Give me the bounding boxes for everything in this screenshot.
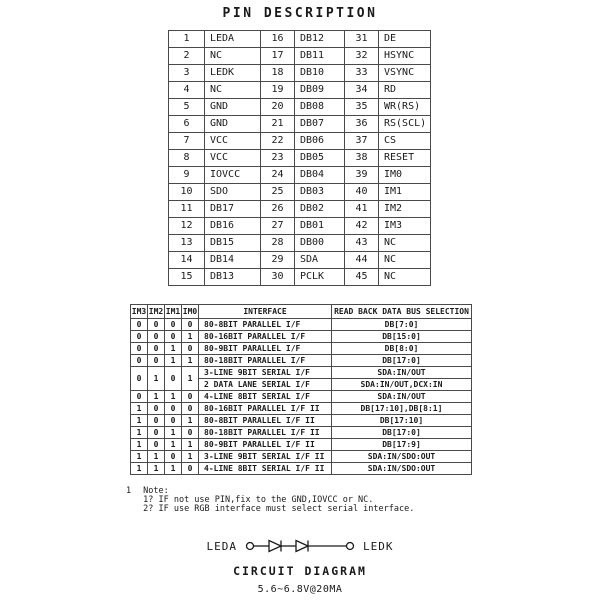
interface-table-row xyxy=(131,355,472,367)
pin-name-cell: DB09 xyxy=(295,82,345,99)
pin-name-cell: NC xyxy=(205,82,261,99)
circuit-diagram-caption: CIRCUIT DIAGRAM xyxy=(233,564,367,578)
im-bit-cell: 1 xyxy=(165,463,182,475)
pin-number-cell: 30 xyxy=(261,269,295,286)
im-bit-cell: 0 xyxy=(148,331,165,343)
interface-table-row xyxy=(131,391,472,403)
pin-name-cell: DB15 xyxy=(205,235,261,252)
interface-name-cell: 80-9BIT PARALLEL I/F xyxy=(199,343,332,355)
pin-table-row xyxy=(169,167,431,184)
readback-bus-cell: DB[17:10],DB[8:1] xyxy=(332,403,472,415)
pin-number-cell: 32 xyxy=(345,48,379,65)
readback-bus-cell: SDA:IN/OUT xyxy=(332,391,472,403)
readback-bus-cell: SDA:IN/OUT xyxy=(332,367,472,379)
pin-name-cell: DB07 xyxy=(295,116,345,133)
readback-bus-cell: DB[8:0] xyxy=(332,343,472,355)
note-block xyxy=(126,487,414,514)
pin-table-row xyxy=(169,99,431,116)
im-bit-cell: 0 xyxy=(148,343,165,355)
readback-bus-cell: DB[17:0] xyxy=(332,427,472,439)
im-bit-cell: 0 xyxy=(165,415,182,427)
pin-number-cell: 44 xyxy=(345,252,379,269)
pin-table-row xyxy=(169,218,431,235)
im-bit-cell: 1 xyxy=(165,439,182,451)
pin-name-cell: LEDK xyxy=(205,65,261,82)
im-bit-cell: 0 xyxy=(165,451,182,463)
interface-name-cell: 2 DATA LANE SERIAL I/F xyxy=(199,379,332,391)
interface-name-cell: 80-8BIT PARALLEL I/F II xyxy=(199,415,332,427)
im-bit-cell: 1 xyxy=(131,403,148,415)
im-bit-cell: 1 xyxy=(148,367,165,391)
pin-number-cell: 5 xyxy=(169,99,205,116)
im-bit-cell: 0 xyxy=(182,403,199,415)
pin-number-cell: 33 xyxy=(345,65,379,82)
pin-name-cell: WR(RS) xyxy=(379,99,431,116)
im-bit-cell: 0 xyxy=(131,391,148,403)
pin-name-cell: RESET xyxy=(379,150,431,167)
interface-name-cell: 80-16BIT PARALLEL I/F xyxy=(199,331,332,343)
interface-table-header-cell: READ BACK DATA BUS SELECTION xyxy=(332,305,472,319)
pin-number-cell: 1 xyxy=(169,31,205,48)
pin-number-cell: 43 xyxy=(345,235,379,252)
interface-table-row xyxy=(131,319,472,331)
im-bit-cell: 1 xyxy=(182,451,199,463)
interface-table-header-cell: IM1 xyxy=(165,305,182,319)
pin-number-cell: 26 xyxy=(261,201,295,218)
im-bit-cell: 1 xyxy=(148,463,165,475)
pin-table-row xyxy=(169,82,431,99)
pin-number-cell: 2 xyxy=(169,48,205,65)
interface-name-cell: 80-8BIT PARALLEL I/F xyxy=(199,319,332,331)
pin-name-cell: NC xyxy=(379,235,431,252)
pin-number-cell: 28 xyxy=(261,235,295,252)
note-heading: Note: xyxy=(143,486,169,496)
im-bit-cell: 0 xyxy=(148,319,165,331)
pin-number-cell: 38 xyxy=(345,150,379,167)
interface-name-cell: 4-LINE 8BIT SERIAL I/F II xyxy=(199,463,332,475)
pin-name-cell: VSYNC xyxy=(379,65,431,82)
pin-table-row xyxy=(169,269,431,286)
interface-table-row xyxy=(131,403,472,415)
pin-number-cell: 34 xyxy=(345,82,379,99)
pin-number-cell: 11 xyxy=(169,201,205,218)
pin-name-cell: PCLK xyxy=(295,269,345,286)
pin-number-cell: 25 xyxy=(261,184,295,201)
pin-table-row xyxy=(169,184,431,201)
im-bit-cell: 0 xyxy=(148,427,165,439)
im-bit-cell: 1 xyxy=(165,355,182,367)
pin-name-cell: DB11 xyxy=(295,48,345,65)
im-bit-cell: 0 xyxy=(148,403,165,415)
pin-number-cell: 10 xyxy=(169,184,205,201)
cathode-terminal-icon xyxy=(347,543,354,550)
im-bit-cell: 0 xyxy=(148,355,165,367)
im-bit-cell: 0 xyxy=(165,331,182,343)
diode-icon xyxy=(296,541,308,552)
im-bit-cell: 0 xyxy=(131,343,148,355)
pin-name-cell: GND xyxy=(205,99,261,116)
im-bit-cell: 1 xyxy=(165,427,182,439)
note-marker: 1 xyxy=(126,486,132,496)
pin-table-row xyxy=(169,252,431,269)
pin-name-cell: GND xyxy=(205,116,261,133)
im-bit-cell: 0 xyxy=(131,367,148,391)
im-bit-cell: 0 xyxy=(182,391,199,403)
readback-bus-cell: DB[7:0] xyxy=(332,319,472,331)
pin-name-cell: DB08 xyxy=(295,99,345,116)
readback-bus-cell: DB[15:0] xyxy=(332,331,472,343)
pin-description-table xyxy=(168,30,431,286)
interface-name-cell: 3-LINE 9BIT SERIAL I/F xyxy=(199,367,332,379)
readback-bus-cell: DB[17:9] xyxy=(332,439,472,451)
im-bit-cell: 0 xyxy=(182,343,199,355)
led-series-diodes-diagram xyxy=(244,537,356,555)
interface-table-row xyxy=(131,367,472,379)
leda-label: LEDA xyxy=(206,539,237,553)
pin-name-cell: SDO xyxy=(205,184,261,201)
interface-name-cell: 80-18BIT PARALLEL I/F xyxy=(199,355,332,367)
led-voltage-current-rating: 5.6~6.8V@20MA xyxy=(257,584,343,595)
pin-number-cell: 15 xyxy=(169,269,205,286)
pin-name-cell: DB04 xyxy=(295,167,345,184)
im-bit-cell: 1 xyxy=(148,391,165,403)
pin-table-row xyxy=(169,150,431,167)
pin-table-row xyxy=(169,235,431,252)
pin-name-cell: DB00 xyxy=(295,235,345,252)
im-bit-cell: 1 xyxy=(131,415,148,427)
interface-table-body xyxy=(131,319,472,475)
pin-number-cell: 37 xyxy=(345,133,379,150)
interface-name-cell: 80-18BIT PARALLEL I/F II xyxy=(199,427,332,439)
pin-number-cell: 39 xyxy=(345,167,379,184)
pin-number-cell: 19 xyxy=(261,82,295,99)
pin-number-cell: 35 xyxy=(345,99,379,116)
interface-table-header-cell: INTERFACE xyxy=(199,305,332,319)
im-bit-cell: 1 xyxy=(182,355,199,367)
im-bit-cell: 1 xyxy=(165,391,182,403)
pin-number-cell: 40 xyxy=(345,184,379,201)
pin-name-cell: SDA xyxy=(295,252,345,269)
pin-number-cell: 41 xyxy=(345,201,379,218)
pin-number-cell: 18 xyxy=(261,65,295,82)
interface-name-cell: 4-LINE 8BIT SERIAL I/F xyxy=(199,391,332,403)
pin-number-cell: 23 xyxy=(261,150,295,167)
note-line: 2? IF use RGB interface must select serial interface. xyxy=(143,504,415,514)
pin-name-cell: DB03 xyxy=(295,184,345,201)
ledk-label: LEDK xyxy=(363,539,394,553)
pin-name-cell: DB01 xyxy=(295,218,345,235)
pin-number-cell: 7 xyxy=(169,133,205,150)
pin-number-cell: 22 xyxy=(261,133,295,150)
pin-number-cell: 3 xyxy=(169,65,205,82)
interface-table-header-cell: IM3 xyxy=(131,305,148,319)
pin-number-cell: 12 xyxy=(169,218,205,235)
interface-table-header-cell: IM0 xyxy=(182,305,199,319)
pin-table-row xyxy=(169,201,431,218)
interface-table-row xyxy=(131,343,472,355)
interface-table-row xyxy=(131,463,472,475)
pin-number-cell: 16 xyxy=(261,31,295,48)
im-bit-cell: 0 xyxy=(165,367,182,391)
pin-table-row xyxy=(169,133,431,150)
interface-name-cell: 80-16BIT PARALLEL I/F II xyxy=(199,403,332,415)
im-bit-cell: 0 xyxy=(182,319,199,331)
pin-number-cell: 20 xyxy=(261,99,295,116)
im-bit-cell: 1 xyxy=(148,451,165,463)
pin-name-cell: RS(SCL) xyxy=(379,116,431,133)
pin-name-cell: DB14 xyxy=(205,252,261,269)
interface-table-header-cell: IM2 xyxy=(148,305,165,319)
pin-name-cell: IM1 xyxy=(379,184,431,201)
im-bit-cell: 0 xyxy=(182,427,199,439)
im-bit-cell: 0 xyxy=(165,403,182,415)
pin-name-cell: NC xyxy=(205,48,261,65)
pin-number-cell: 21 xyxy=(261,116,295,133)
readback-bus-cell: SDA:IN/OUT,DCX:IN xyxy=(332,379,472,391)
pin-name-cell: CS xyxy=(379,133,431,150)
pin-name-cell: HSYNC xyxy=(379,48,431,65)
interface-name-cell: 3-LINE 9BIT SERIAL I/F II xyxy=(199,451,332,463)
im-bit-cell: 0 xyxy=(182,463,199,475)
im-bit-cell: 1 xyxy=(182,367,199,391)
readback-bus-cell: DB[17:10] xyxy=(332,415,472,427)
interface-table-row xyxy=(131,415,472,427)
interface-table-row xyxy=(131,439,472,451)
im-bit-cell: 1 xyxy=(182,331,199,343)
pin-name-cell: RD xyxy=(379,82,431,99)
pin-name-cell: DB16 xyxy=(205,218,261,235)
pin-number-cell: 6 xyxy=(169,116,205,133)
im-bit-cell: 0 xyxy=(131,319,148,331)
pin-name-cell: DB13 xyxy=(205,269,261,286)
pin-table-row xyxy=(169,65,431,82)
im-bit-cell: 1 xyxy=(165,343,182,355)
readback-bus-cell: SDA:IN/SDO:OUT xyxy=(332,451,472,463)
note-line: 1? IF not use PIN,fix to the GND,IOVCC or NC. xyxy=(143,495,374,505)
readback-bus-cell: DB[17:0] xyxy=(332,355,472,367)
pin-number-cell: 24 xyxy=(261,167,295,184)
pin-table-body xyxy=(169,31,431,286)
pin-number-cell: 4 xyxy=(169,82,205,99)
pin-table-row xyxy=(169,48,431,65)
pin-name-cell: IOVCC xyxy=(205,167,261,184)
pin-number-cell: 14 xyxy=(169,252,205,269)
pin-number-cell: 31 xyxy=(345,31,379,48)
pin-name-cell: DB06 xyxy=(295,133,345,150)
pin-name-cell: NC xyxy=(379,252,431,269)
pin-name-cell: DB02 xyxy=(295,201,345,218)
im-bit-cell: 1 xyxy=(131,439,148,451)
interface-table-row xyxy=(131,331,472,343)
pin-name-cell: DB10 xyxy=(295,65,345,82)
pin-name-cell: DB17 xyxy=(205,201,261,218)
interface-selection-table xyxy=(130,304,472,475)
readback-bus-cell: SDA:IN/SDO:OUT xyxy=(332,463,472,475)
im-bit-cell: 0 xyxy=(131,331,148,343)
pin-table-row xyxy=(169,116,431,133)
pin-name-cell: NC xyxy=(379,269,431,286)
pin-number-cell: 42 xyxy=(345,218,379,235)
pin-name-cell: IM3 xyxy=(379,218,431,235)
pin-name-cell: DE xyxy=(379,31,431,48)
interface-table-row xyxy=(131,451,472,463)
pin-number-cell: 45 xyxy=(345,269,379,286)
pin-number-cell: 36 xyxy=(345,116,379,133)
pin-number-cell: 27 xyxy=(261,218,295,235)
im-bit-cell: 1 xyxy=(182,415,199,427)
diode-icon xyxy=(269,541,281,552)
pin-name-cell: VCC xyxy=(205,150,261,167)
im-bit-cell: 0 xyxy=(148,439,165,451)
im-bit-cell: 1 xyxy=(131,451,148,463)
pin-number-cell: 9 xyxy=(169,167,205,184)
pin-name-cell: DB12 xyxy=(295,31,345,48)
pin-table-row xyxy=(169,31,431,48)
note-body xyxy=(143,487,414,514)
im-bit-cell: 0 xyxy=(148,415,165,427)
im-bit-cell: 1 xyxy=(131,427,148,439)
pin-number-cell: 13 xyxy=(169,235,205,252)
interface-table-header-row xyxy=(131,305,472,319)
pin-name-cell: DB05 xyxy=(295,150,345,167)
anode-terminal-icon xyxy=(247,543,254,550)
im-bit-cell: 1 xyxy=(182,439,199,451)
pin-name-cell: LEDA xyxy=(205,31,261,48)
pin-number-cell: 29 xyxy=(261,252,295,269)
pin-number-cell: 8 xyxy=(169,150,205,167)
pin-name-cell: IM0 xyxy=(379,167,431,184)
interface-table-row xyxy=(131,427,472,439)
pin-name-cell: IM2 xyxy=(379,201,431,218)
interface-name-cell: 80-9BIT PARALLEL I/F II xyxy=(199,439,332,451)
im-bit-cell: 1 xyxy=(131,463,148,475)
im-bit-cell: 0 xyxy=(165,319,182,331)
pin-number-cell: 17 xyxy=(261,48,295,65)
led-circuit-row xyxy=(0,537,600,555)
pin-name-cell: VCC xyxy=(205,133,261,150)
page-title: PIN DESCRIPTION xyxy=(222,6,378,21)
im-bit-cell: 0 xyxy=(131,355,148,367)
